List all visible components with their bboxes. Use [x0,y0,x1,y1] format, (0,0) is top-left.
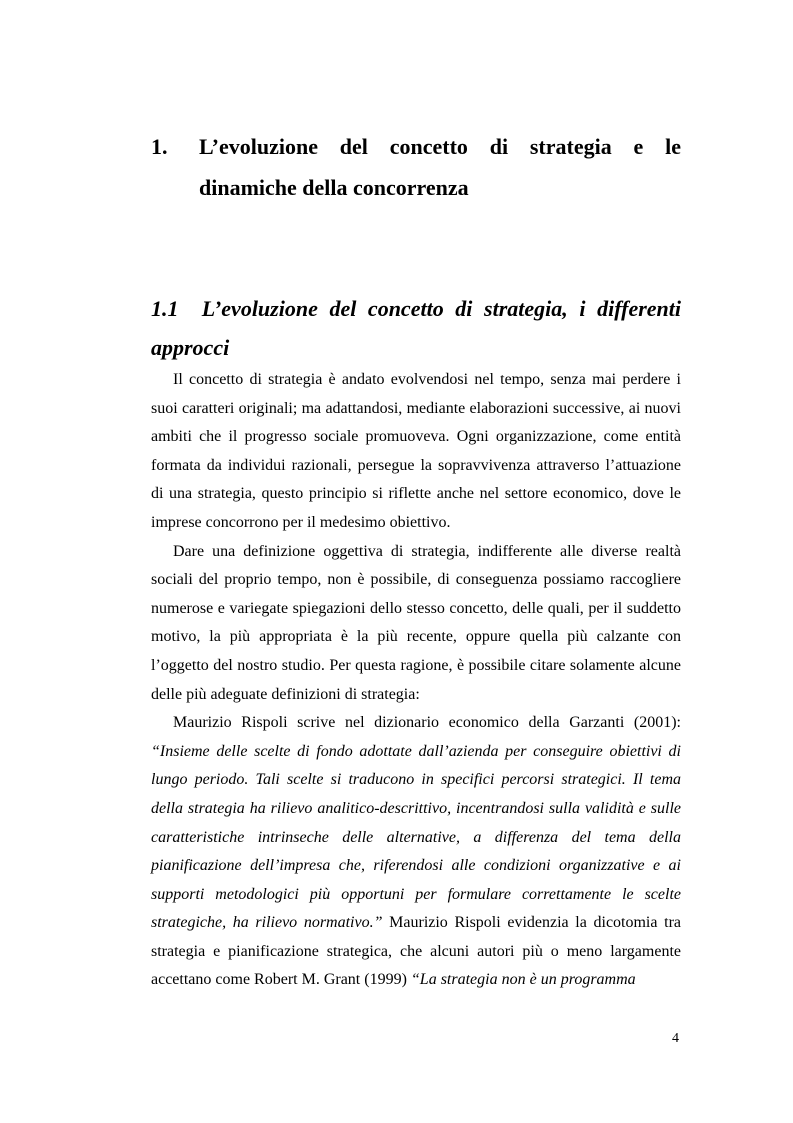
chapter-heading [151,126,681,208]
chapter-number: 1. [151,134,168,159]
section-title-text: L’evoluzione del concetto di strategia, i differenti [201,296,682,321]
paragraph-3-middle: Maurizio Rispoli evidenzia la dicotomia tra strategia e pianificazione strategica, che alcuni autori più o meno largamente accettano come Robert M. Grant (1999) [151,914,682,989]
paragraph-3-intro: Maurizio Rispoli scrive nel dizionario economico della Garzanti (2001): [173,714,681,732]
section-number: 1.1 [151,296,179,321]
paragraph-2: Dare una definizione oggettiva di strategia, indifferente alle diverse realtà sociali del proprio tempo, non è possibile, di conseguenza possiamo raccogliere numerose e variegate spiegazioni dello stesso concetto, delle quali, per il suddetto motivo, la più appropriata è la più recente, oppure quella più calzante con l’oggetto del nostro studio. Per questa ragione, è possibile citare solamente alcune delle più adeguate definizioni di strategia: [151,542,681,703]
page-number: 4 [672,1031,679,1046]
paragraph-1: Il concetto di strategia è andato evolvendosi nel tempo, senza mai perdere i suoi caratteri originali; ma adattandosi, mediante elaborazioni successive, ai nuovi ambiti che il progresso sociale promuoveva. Ogni organizzazione, come entità formata da individui razionali, persegue la sopravvivenza attraverso l’attuazione di una strategia, questo principio si riflette anche nel settore economico, dove le imprese concorrono per il medesimo obiettivo. [151,371,681,531]
chapter-title [199,126,681,208]
grant-quote: “La strategia non è un programma [410,971,636,989]
paragraph-3 [151,709,681,995]
chapter-title-line2: dinamiche della concorrenza [199,175,469,200]
body-text [151,366,681,995]
rispoli-quote: “Insieme delle scelte di fondo adottate dall’azienda per conseguire obiettivi di lungo periodo. Tali scelte si traducono in specifici percorsi strategici. Il tema della strategia ha rilievo analitico-descrittivo, incentrandosi sulla validità e sulle caratteristiche intrinseche delle alternative, a differenza del tema della pianificazione dell’impresa che, riferendosi alle condizioni organizzative e ai supporti metodologici più opportuni per formulare correttamente le scelte strategiche, ha rilievo normativo.” [151,742,681,932]
section-title-line1 [151,289,681,328]
chapter-title-line1: L’evoluzione del concetto di strategia e le [199,134,681,159]
section-title-line2: approcci [151,335,230,360]
section-heading [151,289,681,367]
